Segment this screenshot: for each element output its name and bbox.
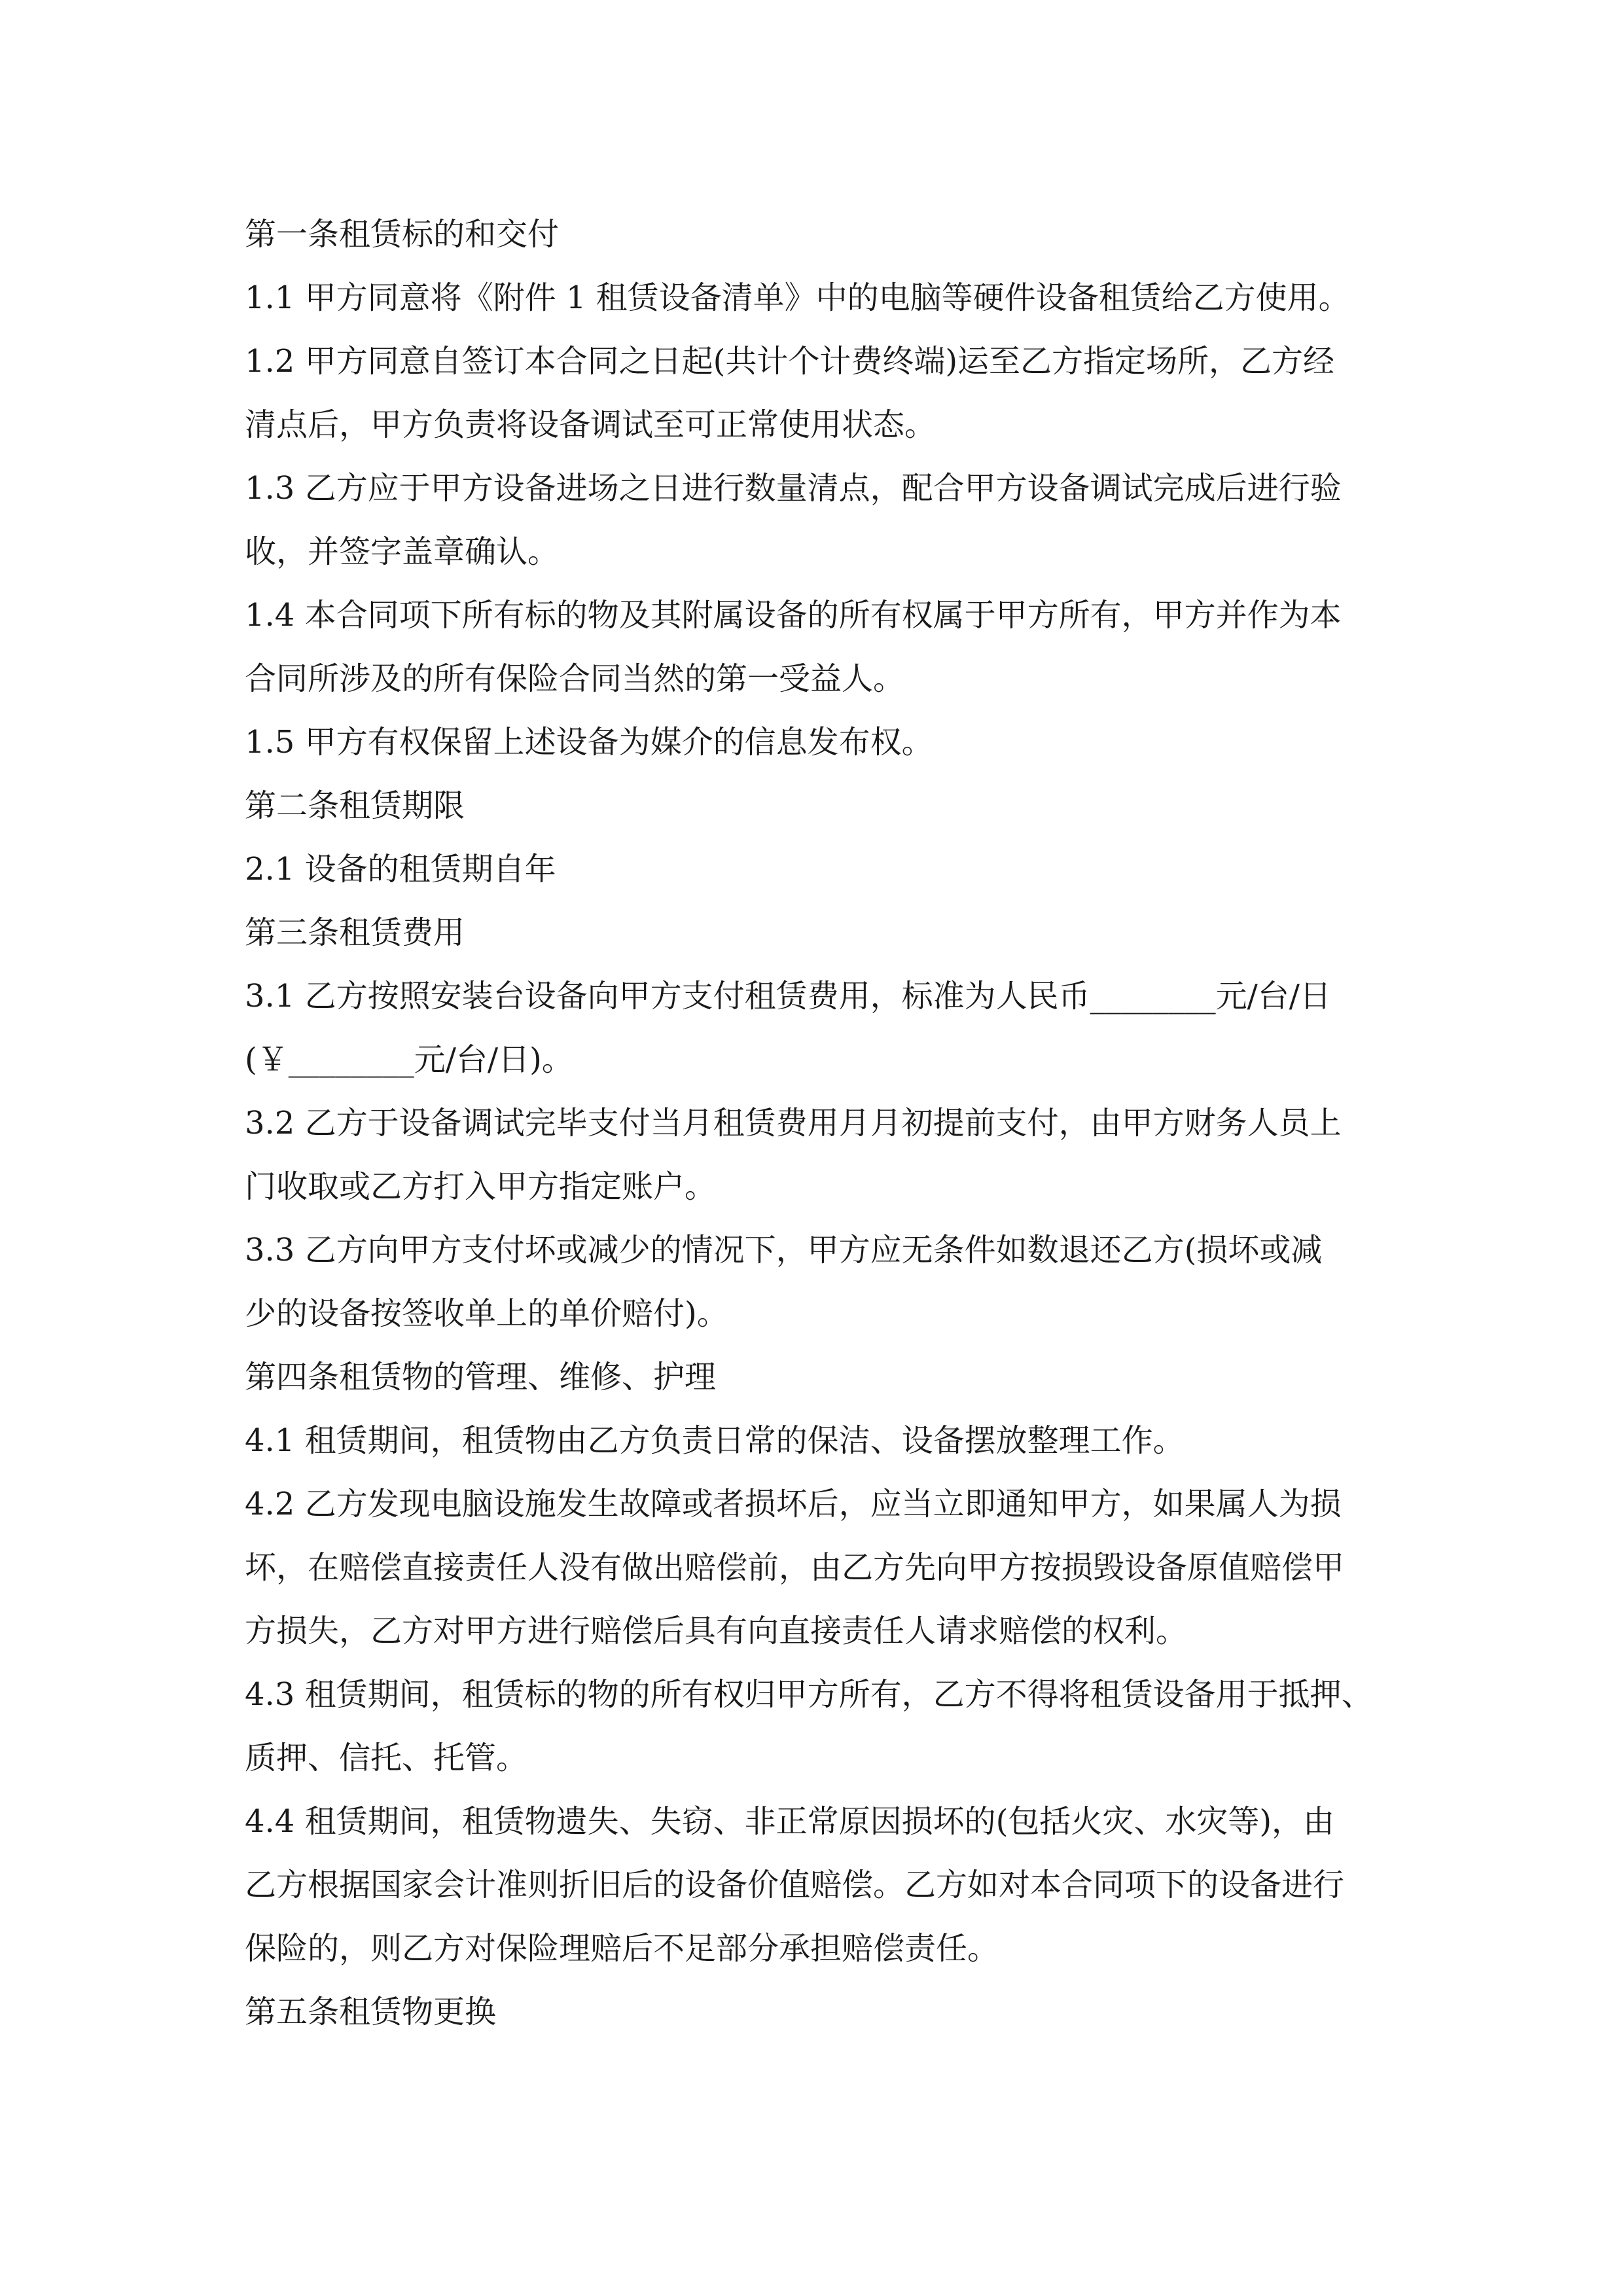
clause-text: 合同所涉及的所有保险合同当然的第一受益人。	[245, 660, 905, 697]
clause-text: 2.1 设备的租赁期自年	[245, 851, 556, 888]
clause-text: 质押、信托、托管。	[245, 1740, 528, 1776]
clause-text: 3.2 乙方于设备调试完毕支付当月租赁费用月月初提前支付，由甲方财务人员上	[245, 1105, 1342, 1141]
clause-text: 4.3 租赁期间，租赁标的物的所有权归甲方所有，乙方不得将租赁设备用于抵押、	[245, 1676, 1373, 1713]
clause-text: 收，并签字盖章确认。	[245, 533, 560, 570]
clause-text: 坏，在赔偿直接责任人没有做出赔偿前，由乙方先向甲方按损毁设备原值赔偿甲	[245, 1549, 1345, 1586]
clause-text: 3.3 乙方向甲方支付坏或减少的情况下，甲方应无条件如数退还乙方(损坏或减	[245, 1232, 1323, 1268]
clause-text: 1.2 甲方同意自签订本合同之日起(共计个计费终端)运至乙方指定场所，乙方经	[245, 343, 1335, 380]
clause-text: (￥________元/台/日)。	[245, 1041, 573, 1078]
section-heading: 第五条租赁物更换	[245, 1994, 497, 2030]
clause-text: 1.4 本合同项下所有标的物及其附属设备的所有权属于甲方所有，甲方并作为本	[245, 597, 1342, 634]
clause-text: 4.4 租赁期间，租赁物遗失、失窃、非正常原因损坏的(包括火灾、水灾等)，由	[245, 1803, 1335, 1840]
section-heading: 第三条租赁费用	[245, 914, 465, 951]
clause-text: 少的设备按签收单上的单价赔付)。	[245, 1295, 728, 1332]
clause-text: 乙方根据国家会计准则折旧后的设备价值赔偿。乙方如对本合同项下的设备进行	[245, 1867, 1345, 1903]
clause-text: 4.1 租赁期间，租赁物由乙方负责日常的保洁、设备摆放整理工作。	[245, 1422, 1185, 1459]
section-heading: 第四条租赁物的管理、维修、护理	[245, 1359, 717, 1395]
clause-text: 1.5 甲方有权保留上述设备为媒介的信息发布权。	[245, 724, 933, 761]
clause-text: 门收取或乙方打入甲方指定账户。	[245, 1168, 717, 1205]
section-heading: 第一条租赁标的和交付	[245, 216, 560, 253]
clause-text: 方损失，乙方对甲方进行赔偿后具有向直接责任人请求赔偿的权利。	[245, 1613, 1188, 1649]
clause-text: 保险的，则乙方对保险理赔后不足部分承担赔偿责任。	[245, 1930, 999, 1967]
clause-text: 1.3 乙方应于甲方设备进场之日进行数量清点，配合甲方设备调试完成后进行验	[245, 470, 1342, 507]
clause-text: 1.1 甲方同意将《附件 1 租赁设备清单》中的电脑等硬件设备租赁给乙方使用。	[245, 279, 1350, 316]
clause-text: 3.1 乙方按照安装台设备向甲方支付租赁费用，标准为人民币________元/台/日	[245, 978, 1331, 1014]
clause-text: 4.2 乙方发现电脑设施发生故障或者损坏后，应当立即通知甲方，如果属人为损	[245, 1486, 1342, 1522]
clause-text: 清点后，甲方负责将设备调试至可正常使用状态。	[245, 406, 936, 443]
section-heading: 第二条租赁期限	[245, 787, 465, 824]
